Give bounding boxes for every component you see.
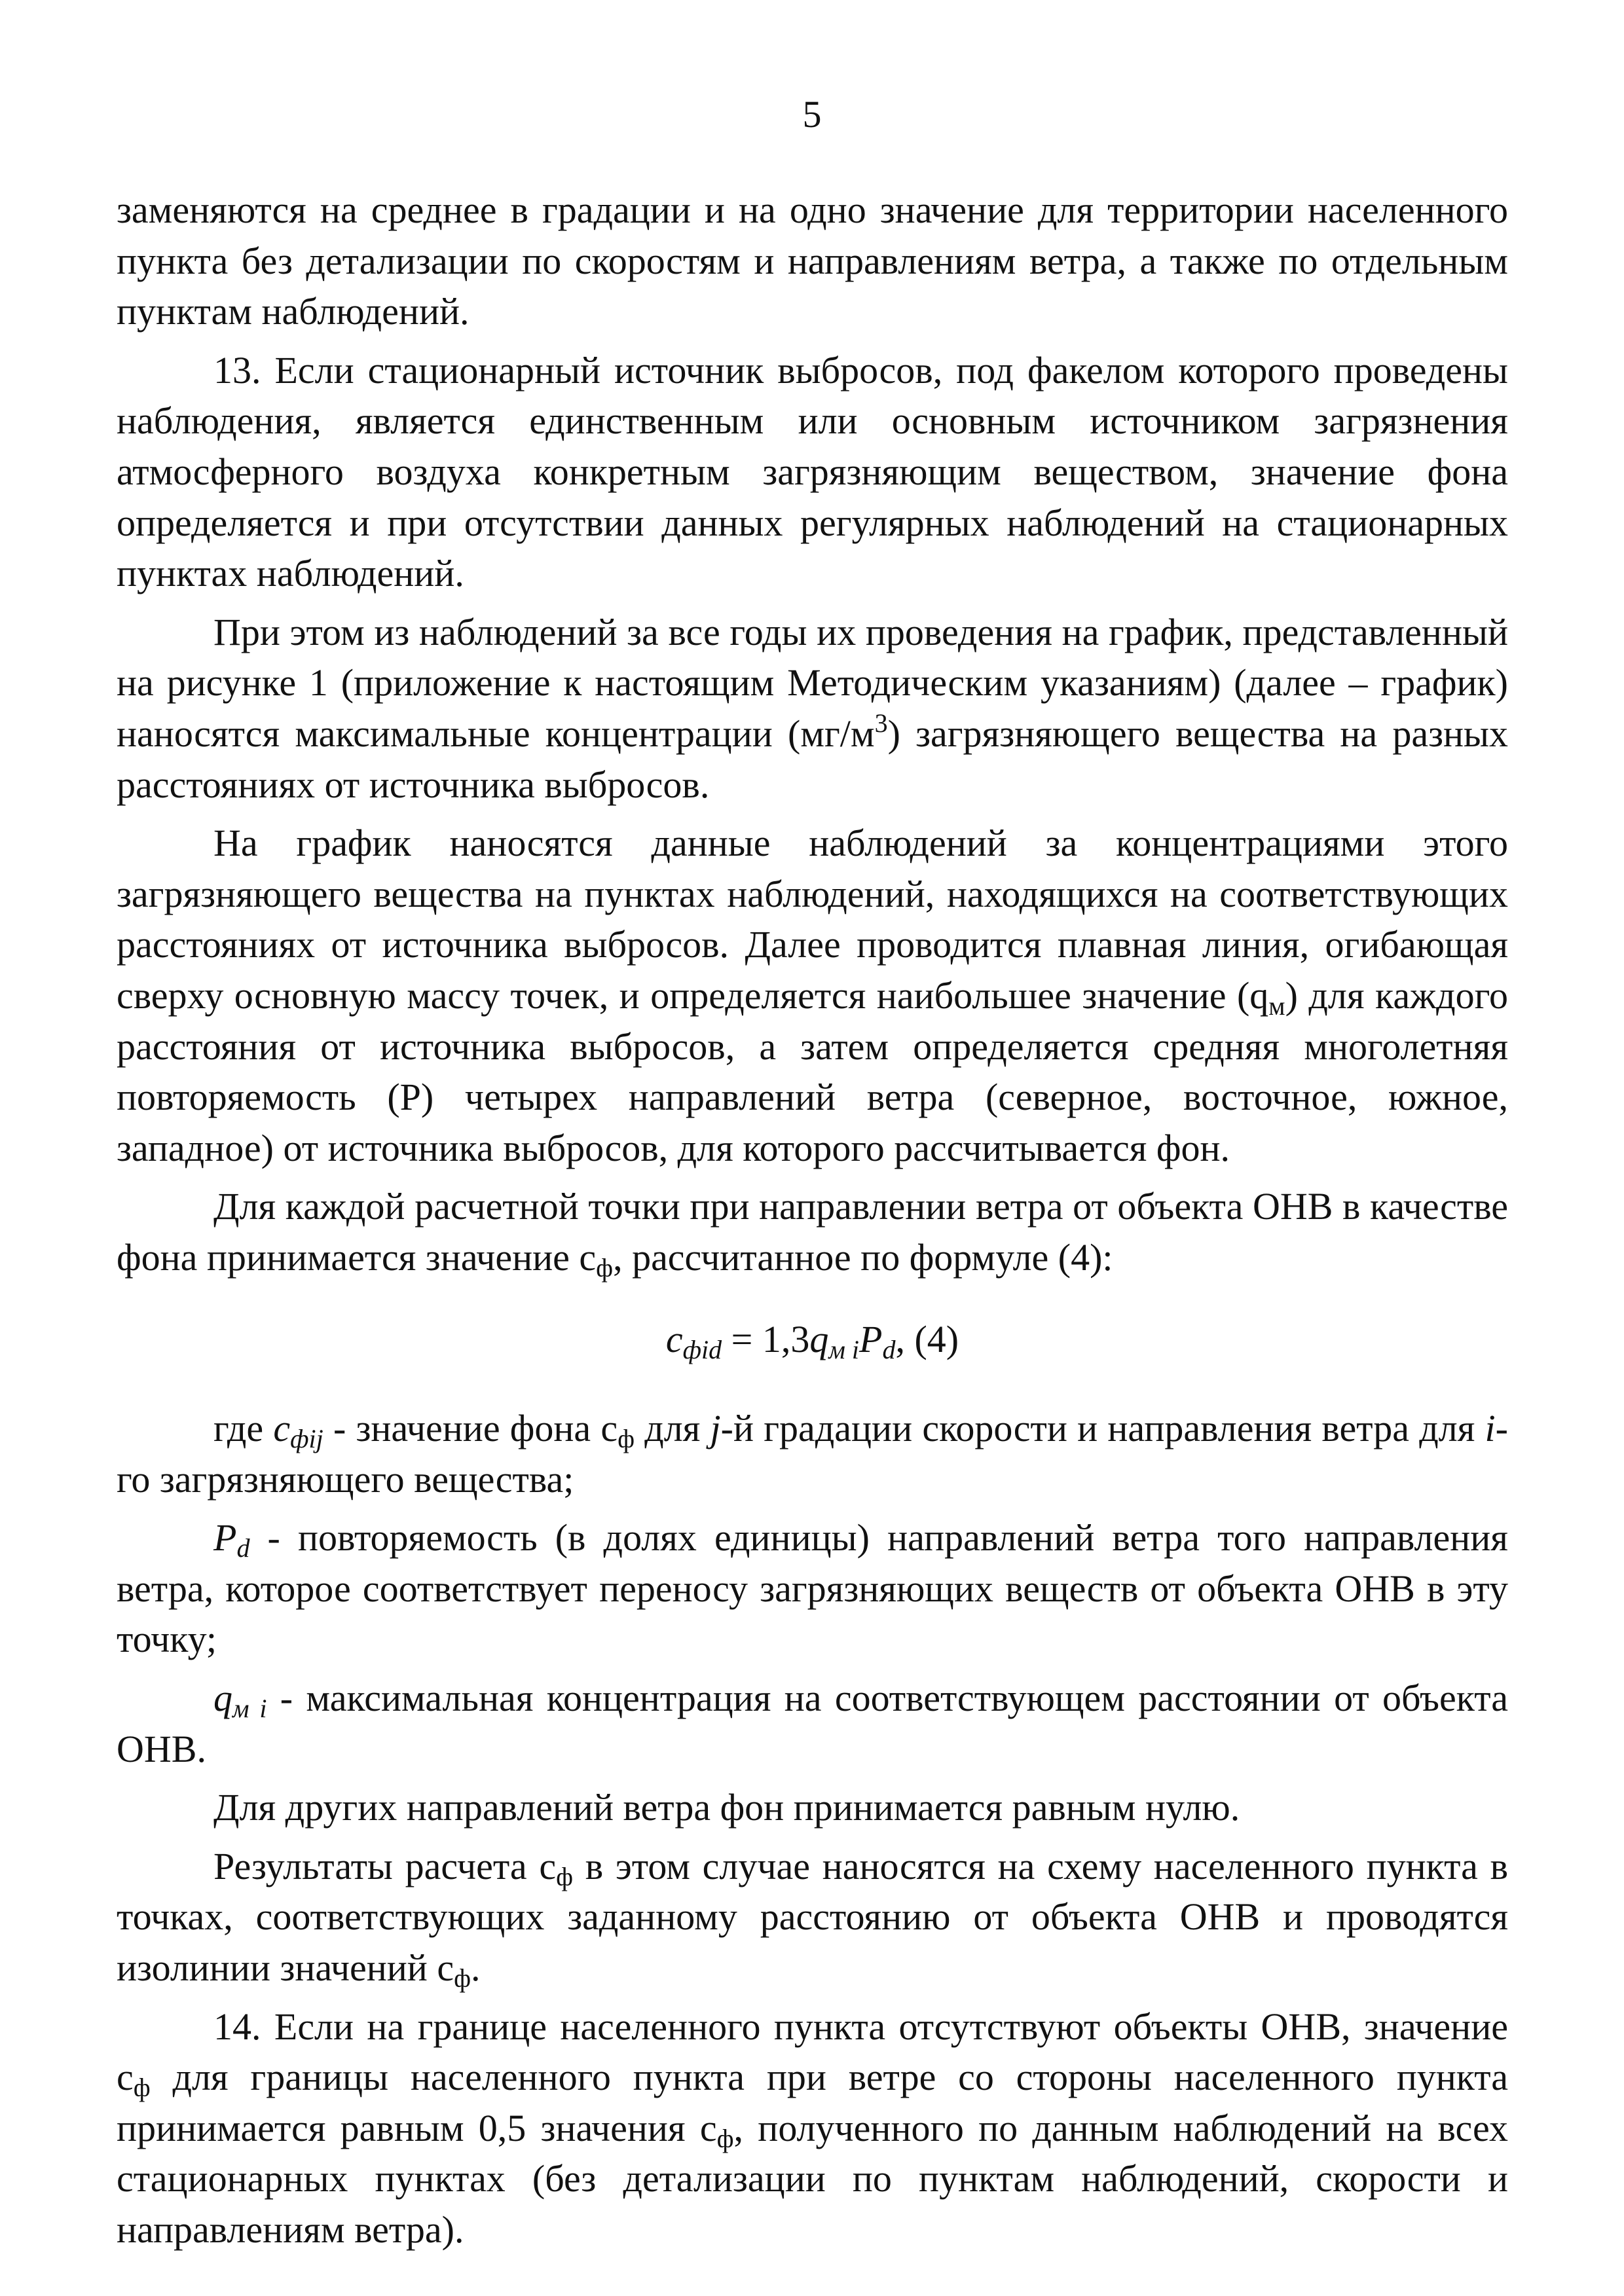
paragraph-results: Результаты расчета $с_ф$ в этом случае наносятся на схему населенного пункта в точках, соответствующих заданному расстоянию от объекта ОНВ и проводятся изолинии значений $с_ф$. bbox=[117, 1844, 1508, 1993]
body-text bbox=[117, 185, 1508, 2255]
paragraph-graph: При этом из наблюдений за все годы их проведения на график, представленный на рисунке 1 (приложение к настоящим Методическим указаниям) (далее – график) наносятся максимальные концентрации $(мг/м^3)$ загрязняющего вещества на разных расстояниях от источника выбросов. bbox=[117, 610, 1508, 806]
paragraph-plotting: На график наносятся данные наблюдений за концентрациями этого загрязняющего вещества на пунктах наблюдений, находящихся на соответствующих расстояниях от источника выбросов. Далее проводится плавная линия, огибающая сверху основную массу точек, и определяется наибольшее значение $(q_м)$ для каждого расстояния от источника выбросов, а затем определяется средняя многолетняя повторяемость (Р) четырех направлений ветра (северное, восточное, южное, западное) от источника выбросов, для которого рассчитывается фон. bbox=[117, 822, 1508, 1169]
definition-p: $P_d$ - повторяемость (в долях единицы) направлений ветра того направления ветра, которое соответствует переносу загрязняющих веществ от объекта ОНВ в эту точку; bbox=[117, 1516, 1508, 1661]
page-number: 5 bbox=[802, 93, 822, 136]
paragraph-13: 13. Если стационарный источник выбросов, под факелом которого проведены наблюдения, является единственным или основным источником загрязнения атмосферного воздуха конкретным загрязняющим веществом, значение фона определяется и при отсутствии данных регулярных наблюдений на стационарных пунктах наблюдений. bbox=[117, 348, 1508, 595]
paragraph-other-directions: Для других направлений ветра фон принимается равным нулю. bbox=[213, 1786, 1240, 1829]
paragraph-continuation: заменяются на среднее в градации и на одно значение для территории населенного пункта без детализации по скоростям и направлениям ветра, а также по отдельным пунктам наблюдений. bbox=[117, 189, 1508, 333]
paragraph-calculation: Для каждой расчетной точки при направлении ветра от объекта ОНВ в качестве фона принимается значение $с_ф$, рассчитанное по формуле (4): bbox=[117, 1185, 1508, 1283]
paragraph-14: 14. Если на границе населенного пункта отсутствуют объекты ОНВ, значение $с_ф$ для границы населенного пункта при ветре со стороны населенного пункта принимается равным 0,5 значения $с_ф$, полученного по данным наблюдений на всех стационарных пунктах (без детализации по пунктам наблюдений, скорости и направлениям ветра). bbox=[117, 2005, 1508, 2251]
definition-q: $q_{м i}$ - максимальная концентрация на соответствующем расстоянии от объекта ОНВ. bbox=[117, 1677, 1508, 1770]
definition-c: где $c_{фij}$ - значение фона $с_ф$ для j-й градации скорости и направления ветра для i-го загрязняющего вещества; bbox=[117, 1407, 1508, 1501]
formula-4: $c_{фid} = 1,3q_{м i}P_d$, (4) bbox=[665, 1318, 959, 1365]
